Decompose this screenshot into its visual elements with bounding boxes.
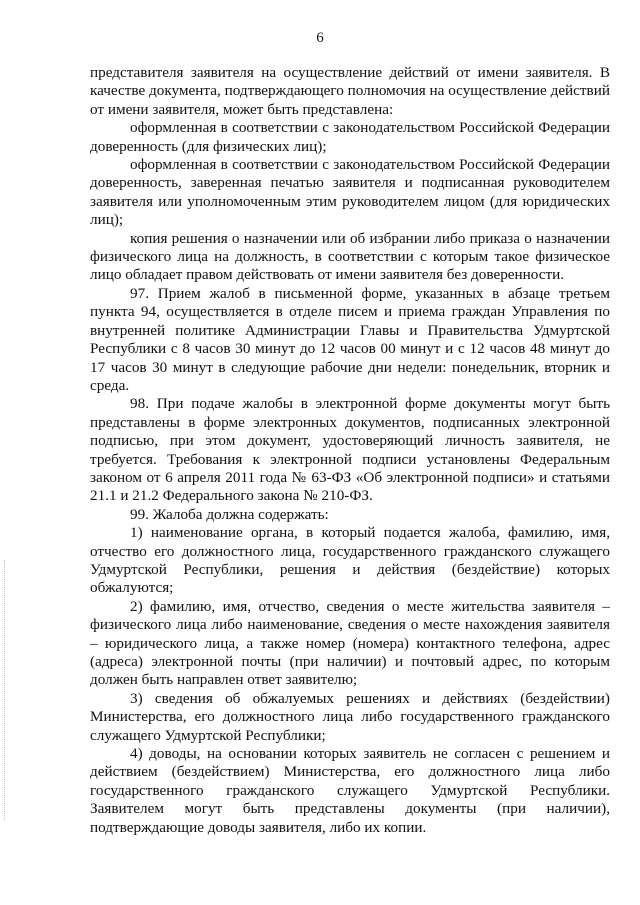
paragraph-item-2: 2) фамилию, имя, отчество, сведения о месте жительства заявителя – физического лица либо наименование, сведения о месте нахождения заявителя – юридического лица, а также номер (номера) контактного телефона, адрес (адреса) электронной почты (при наличии) и почтовый адрес, по которым должен быть направлен ответ заявителю; [90,597,610,689]
paragraph-98-electronic-complaints: 98. При подаче жалобы в электронной форме документы могут быть представлены в форме электронных документов, подписанных электронной подписью, при этом документ, удостоверяющий личность заявителя, не требуется. Требования к электронной подписи установлены Федеральным законом от 6 апреля 2011 года № 63-ФЗ «Об электронной подписи» и статьями 21.1 и 21.2 Федерального закона № 210-ФЗ. [90,395,610,505]
paragraph-power-of-attorney-individuals: оформленная в соответствии с законодательством Российской Федерации доверенность (для физических лиц); [90,119,610,155]
page-number: 6 [316,30,324,46]
paragraph-item-1: 1) наименование органа, в который подается жалоба, фамилию, имя, отчество его должностного лица, государственного гражданского служащего Удмуртской Республики, решения и действия (бездействие) которых обжалуются; [90,524,610,597]
paragraph-representative-intro: представителя заявителя на осуществление действий от имени заявителя. В качестве документа, подтверждающего полномочия на осуществление действий от имени заявителя, может быть представлена: [90,64,610,118]
paragraph-item-3: 3) сведения об обжалуемых решениях и действиях (бездействии) Министерства, его должностного лица либо государственного гражданского служащего Удмуртской Республики; [90,689,610,744]
paragraph-99-complaint-contents: 99. Жалоба должна содержать: [130,505,329,523]
paragraph-97-written-complaints: 97. Прием жалоб в письменной форме, указанных в абзаце третьем пункта 94, осуществляется в отделе писем и приема граждан Управления по внутренней политике Администрации Главы и Правительства Удмуртской Республики с 8 часов 30 минут до 12 часов 00 минут и с 12 часов 48 минут до 17 часов 30 минут в следующие рабочие дни недели: понедельник, вторник и среда. [90,284,610,394]
paragraph-appointment-decision-copy: копия решения о назначении или об избрании либо приказа о назначении физического лица на должность, в соответствии с которым такое физическое лицо обладает правом действовать от имени заявителя без доверенности. [90,229,610,284]
paragraph-item-4: 4) доводы, на основании которых заявитель не согласен с решением и действием (бездействием) Министерства, его должностного лица либо государственного гражданского служащего Удмуртской Республики. Заявителем могут быть представлены документы (при наличии), подтверждающие доводы заявителя, либо их копии. [90,745,610,836]
scan-margin-artifact [4,560,7,820]
paragraph-power-of-attorney-legal-entities: оформленная в соответствии с законодательством Российской Федерации доверенность, заверенная печатью заявителя и подписанная руководителем заявителя или уполномоченным этим руководителем лицом (для юридических лиц); [90,156,610,229]
document-body [90,64,610,837]
